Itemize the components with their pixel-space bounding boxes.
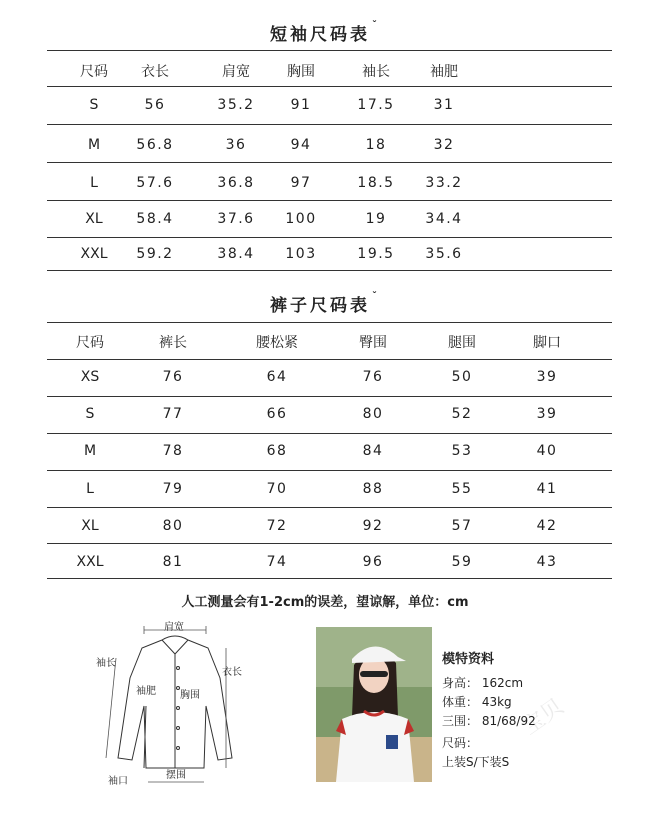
size-cell: XXL	[80, 246, 108, 262]
size-cell: M	[87, 137, 101, 153]
table-rule	[47, 396, 612, 397]
table-cell: 39	[536, 369, 558, 385]
table-cell: 84	[362, 443, 384, 459]
pants-title-text: 裤子尺码表	[270, 296, 370, 316]
table-cell: 41	[536, 481, 558, 497]
diagram-hem-label: 摆围	[166, 770, 186, 781]
table-cell: 64	[266, 369, 288, 385]
table-cell: 79	[162, 481, 184, 497]
shirt-size-title	[0, 20, 650, 45]
table-cell: 103	[285, 246, 317, 262]
column-header: 尺码	[80, 64, 108, 80]
diagram-chest-label: 胸围	[180, 690, 200, 701]
diagram-cuff-label: 袖口	[108, 776, 128, 787]
table-rule	[47, 50, 612, 51]
table-rule	[47, 470, 612, 471]
table-cell: 17.5	[357, 97, 395, 113]
table-cell: 59	[451, 554, 473, 570]
column-header: 肩宽	[222, 64, 250, 80]
table-rule	[47, 124, 612, 125]
diagram-sleeve-width-label: 袖肥	[136, 686, 156, 697]
table-rule	[47, 433, 612, 434]
table-cell: 57.6	[136, 175, 174, 191]
column-header: 胸围	[287, 64, 315, 80]
column-header: 裤长	[159, 335, 187, 351]
table-cell: 68	[266, 443, 288, 459]
column-header: 腿围	[448, 335, 476, 351]
table-cell: 56	[144, 97, 166, 113]
column-header: 袖长	[362, 64, 390, 80]
table-cell: 81	[162, 554, 184, 570]
watermark: 宝贝	[517, 694, 569, 741]
diagram-length-label: 衣长	[222, 667, 242, 678]
table-cell: 33.2	[425, 175, 463, 191]
table-cell: 96	[362, 554, 384, 570]
table-cell: 58.4	[136, 211, 174, 227]
table-cell: 94	[290, 137, 312, 153]
column-header: 腰松紧	[256, 335, 298, 351]
table-cell: 80	[362, 406, 384, 422]
measurement-note: 人工测量会有1-2cm的误差，望谅解，单位：cm	[181, 595, 469, 610]
table-rule	[47, 507, 612, 508]
table-cell: 88	[362, 481, 384, 497]
size-cell: XL	[85, 211, 103, 227]
table-rule	[47, 543, 612, 544]
table-rule	[47, 578, 612, 579]
size-cell: XS	[80, 369, 100, 385]
size-cell: L	[86, 481, 94, 497]
table-rule	[47, 237, 612, 238]
shirt-title-text: 短袖尺码表	[270, 25, 370, 45]
table-cell: 76	[362, 369, 384, 385]
table-cell: 34.4	[425, 211, 463, 227]
size-cell: XL	[81, 518, 99, 534]
pants-size-title	[0, 291, 650, 316]
title-mark: ˇ	[372, 20, 380, 31]
model-size-label: 尺码：	[442, 736, 479, 750]
model-photo	[316, 627, 432, 782]
size-cell: S	[89, 97, 99, 113]
table-cell: 35.2	[217, 97, 255, 113]
column-header: 臀围	[359, 335, 387, 351]
table-cell: 38.4	[217, 246, 255, 262]
title-mark: ˇ	[372, 291, 380, 302]
model-weight: 体重： 43kg	[442, 695, 512, 709]
table-cell: 70	[266, 481, 288, 497]
table-cell: 50	[451, 369, 473, 385]
table-cell: 32	[433, 137, 455, 153]
table-cell: 18	[365, 137, 387, 153]
table-rule	[47, 86, 612, 87]
table-cell: 18.5	[357, 175, 395, 191]
table-cell: 76	[162, 369, 184, 385]
table-cell: 40	[536, 443, 558, 459]
table-rule	[47, 270, 612, 271]
table-cell: 97	[290, 175, 312, 191]
table-cell: 53	[451, 443, 473, 459]
diagram-shoulder-label: 肩宽	[164, 622, 184, 633]
diagram-sleeve-length-label: 袖长	[96, 658, 116, 669]
table-cell: 39	[536, 406, 558, 422]
table-cell: 78	[162, 443, 184, 459]
table-cell: 100	[285, 211, 317, 227]
table-cell: 43	[536, 554, 558, 570]
table-rule	[47, 200, 612, 201]
table-cell: 74	[266, 554, 288, 570]
table-cell: 92	[362, 518, 384, 534]
size-cell: M	[83, 443, 97, 459]
table-cell: 57	[451, 518, 473, 534]
model-size: 上装S/下装S	[442, 755, 510, 769]
table-cell: 59.2	[136, 246, 174, 262]
table-cell: 31	[433, 97, 455, 113]
table-cell: 36.8	[217, 175, 255, 191]
table-cell: 36	[225, 137, 247, 153]
column-header: 袖肥	[430, 64, 458, 80]
column-header: 衣长	[141, 64, 169, 80]
model-info-title: 模特资料	[442, 652, 495, 667]
table-cell: 35.6	[425, 246, 463, 262]
table-cell: 77	[162, 406, 184, 422]
column-header: 脚口	[533, 335, 561, 351]
model-measurements: 三围： 81/68/92	[442, 714, 536, 728]
size-cell: S	[85, 406, 95, 422]
shirt-measurement-diagram	[90, 618, 260, 794]
table-cell: 56.8	[136, 137, 174, 153]
table-cell: 91	[290, 97, 312, 113]
table-cell: 52	[451, 406, 473, 422]
table-rule	[47, 322, 612, 323]
size-cell: XXL	[76, 554, 104, 570]
table-cell: 80	[162, 518, 184, 534]
table-rule	[47, 359, 612, 360]
table-cell: 37.6	[217, 211, 255, 227]
table-cell: 19	[365, 211, 387, 227]
model-height: 身高： 162cm	[442, 676, 524, 690]
table-cell: 19.5	[357, 246, 395, 262]
column-header: 尺码	[76, 335, 104, 351]
table-cell: 55	[451, 481, 473, 497]
table-cell: 72	[266, 518, 288, 534]
size-cell: L	[90, 175, 98, 191]
table-cell: 42	[536, 518, 558, 534]
table-cell: 66	[266, 406, 288, 422]
table-rule	[47, 162, 612, 163]
